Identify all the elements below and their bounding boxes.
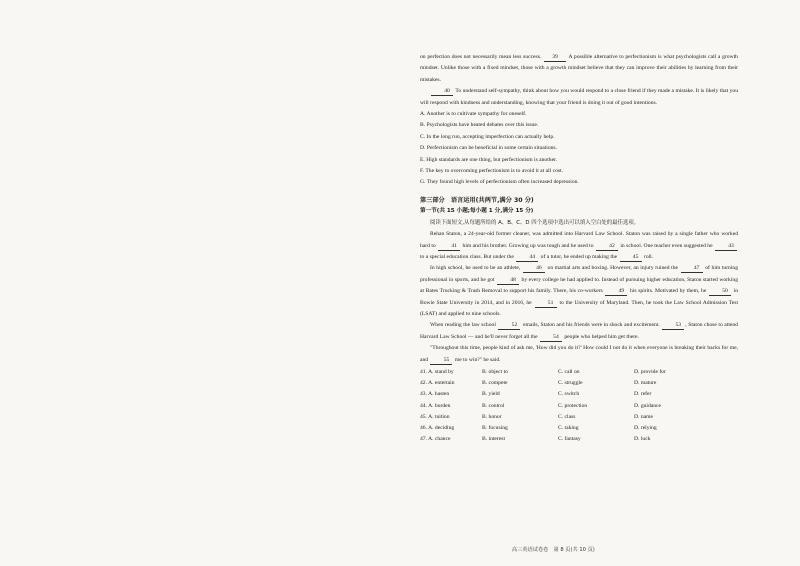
cloze-paragraph — [420, 263, 738, 320]
text: to a special education class. But under the — [420, 253, 514, 260]
option-item: B. Psychologists have heated debates over this issue. — [420, 122, 539, 129]
choice-c: C. switch — [558, 391, 580, 398]
text: him and his brother. Growing up was tough and he used to — [462, 242, 594, 249]
text: A possible alternative to perfectionism is what psychologists call a growth mindset. Unlike those with a fixed mindset, those with a growth mindset believe that they can improve their abilities by learning from their mistakes. — [420, 54, 738, 83]
text: to the University of Maryland. Then, he took the Law School Admission Test (LSAT) and applied to nine schools. — [420, 299, 738, 317]
cloze-paragraph — [420, 343, 738, 366]
answer-choices — [420, 367, 738, 445]
choice-c: C. taking — [558, 424, 579, 431]
text: on perfection does not necessarily mean less success. — [420, 54, 542, 60]
text: by every college he had applied to. Instead of pursuing higher education, Staton started working at Bates Trucking & Trash Removal to support his family. There, his co-workers — [420, 276, 738, 295]
choice-b: B. compete — [482, 380, 508, 387]
option-item: C. In the long run, accepting imperfection can actually help. — [420, 133, 555, 140]
choice-row — [420, 423, 738, 434]
choice-a: 43. A. hasten — [420, 391, 450, 398]
choice-b: B. interest — [482, 436, 505, 443]
choice-c: C. fantasy — [558, 436, 581, 443]
text: in Bowie State University in 2014, and in 2016, he — [420, 288, 739, 306]
choice-row — [420, 434, 738, 445]
blank-51: 51 — [535, 299, 557, 308]
choice-b: B. honor — [482, 413, 502, 420]
text: people who helped him get there. — [564, 333, 639, 340]
choice-c: C. protection — [558, 402, 588, 409]
choice-b: B. focusing — [482, 424, 508, 431]
text: Rehan Staton, a 24-year-old former cleaner, was admitted into Harvard Law School. Staton was raised by a single father who worked hard to — [420, 231, 738, 249]
choice-a: 41. A. stand by — [420, 368, 454, 375]
blank-54: 54 — [540, 333, 562, 342]
blank-50: 50 — [709, 287, 731, 296]
section-title: 第三部分 语言运用(共两节,满分 30 分) — [420, 196, 534, 204]
text: , Staton chose to attend Harvard Law School — and he'll never forget all the — [420, 322, 738, 340]
option-item: G. They found high levels of perfectionism often increased depression. — [420, 179, 579, 186]
page-content — [420, 52, 738, 445]
choice-a: 42. A. entertain — [420, 380, 455, 387]
blank-40: 40 — [431, 87, 453, 96]
choice-d: D. provide for — [634, 368, 666, 375]
blank-52: 52 — [498, 321, 520, 330]
passage-paragraph — [420, 86, 738, 109]
choice-d: D. luck — [634, 436, 651, 443]
blank-45: 45 — [620, 253, 642, 262]
text: of him turning professional in sports, and he got — [420, 265, 738, 283]
option-item: E. High standards are one thing, but perfectionism is another. — [420, 156, 558, 163]
choice-b: B. control — [482, 402, 505, 409]
text: roll. — [643, 253, 654, 260]
choice-row — [420, 389, 738, 400]
text: In high school, he used to be an athlete, — [430, 265, 521, 272]
choice-b: B. object to — [482, 368, 508, 375]
text: "Throughout this time, people kind of ask me, 'How did you do it?' How could I not do it when everyone is breaking their backs for me, and — [420, 345, 738, 363]
cloze-paragraph — [420, 229, 738, 263]
choice-c: C. call on — [558, 368, 580, 375]
choice-row — [420, 401, 738, 412]
choice-d: D. guidance — [634, 402, 662, 409]
choice-row — [420, 412, 738, 423]
subsection-title: 第一节(共 15 小题;每小题 1 分,满分 15 分) — [420, 208, 534, 215]
choice-d: D. relying — [634, 424, 657, 431]
text: of a tutor, he ended up making the — [540, 253, 618, 260]
choice-row — [420, 367, 738, 378]
blank-46: 46 — [523, 264, 545, 273]
blank-47: 47 — [681, 264, 703, 273]
blank-49: 49 — [605, 287, 627, 296]
text: on martial arts and boxing. However, an injury ruined the — [547, 265, 678, 272]
option-list — [420, 109, 738, 189]
blank-39: 39 — [544, 53, 566, 62]
passage-paragraph — [420, 52, 738, 86]
text: To understand self-sympathy, think about how you would respond to a close friend if they made a mistake. It is likely that you will respond with kindness and understanding, knowing that your friend is doing it out of good intentions. — [420, 88, 738, 106]
text: When reading the law school — [430, 322, 496, 329]
choice-a: 45. A. tuition — [420, 413, 450, 420]
blank-44: 44 — [516, 253, 538, 262]
choice-d: D. mature — [634, 380, 657, 387]
page-footer: 高三英语试卷卷 第 8 页(共 10 页) — [512, 547, 595, 553]
choice-d: D. name — [634, 413, 653, 420]
instruction: 阅读下面短文,从每题所给的 A、B、C、D 四个选项中选出可以填入空白处的最佳选项。 — [430, 219, 640, 226]
choice-a: 47. A. chance — [420, 436, 451, 443]
blank-42: 42 — [596, 242, 618, 251]
choice-d: D. refer — [634, 391, 652, 398]
option-item: A. Another is to cultivate sympathy for oneself. — [420, 111, 527, 118]
cloze-paragraph — [420, 320, 738, 343]
choice-c: C. struggle — [558, 380, 583, 387]
blank-53: 53 — [662, 321, 684, 330]
choice-a: 46. A. deciding — [420, 424, 455, 431]
text: in school. One teacher even suggested he — [620, 242, 713, 249]
text: emails, Staton and his friends were in shock and excitement. — [523, 322, 660, 329]
choice-a: 44. A. burden — [420, 402, 451, 409]
text: me to win?" he said. — [454, 356, 501, 363]
blank-55: 55 — [430, 356, 452, 365]
blank-41: 41 — [438, 242, 460, 251]
option-item: F. The key to overcoming perfectionism is to avoid it at all cost. — [420, 168, 563, 175]
choice-b: B. yield — [482, 391, 500, 398]
blank-48: 48 — [497, 276, 519, 285]
choice-row — [420, 378, 738, 389]
text: his spirits. Motivated by them, he — [630, 288, 707, 295]
blank-43: 43 — [715, 242, 737, 251]
choice-c: C. class — [558, 413, 576, 420]
option-item: D. Perfectionism can be beneficial in some certain situations. — [420, 145, 558, 152]
